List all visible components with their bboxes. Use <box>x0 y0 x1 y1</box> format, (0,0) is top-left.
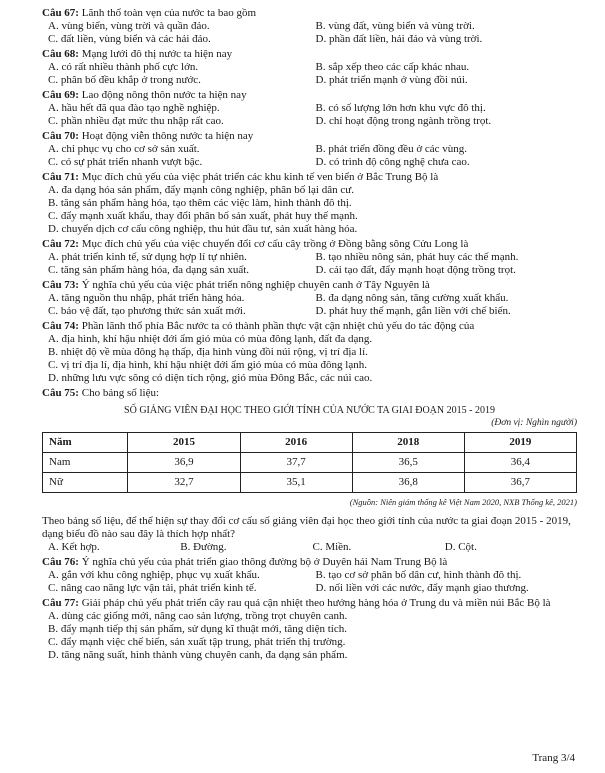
header-cell: 2015 <box>128 433 240 453</box>
table-header-row <box>43 433 577 453</box>
answer-option: D. Cột. <box>444 541 477 553</box>
answer-row <box>42 115 577 128</box>
question-group-b <box>42 556 577 662</box>
answer-option: B. đa dạng nông sản, tăng cường xuất khẩu. <box>315 292 509 304</box>
answer-option: A. chỉ phục vụ cho cơ sở sản xuất. <box>48 143 200 155</box>
question-75 <box>42 387 577 554</box>
question-number: Câu 73: <box>42 279 79 291</box>
answer-option: A. gắn với khu công nghiệp, phục vụ xuất khẩu. <box>48 569 260 581</box>
question-71 <box>42 171 577 236</box>
question-68 <box>42 48 577 87</box>
question-number: Câu 70: <box>42 130 79 142</box>
answer-option: C. Miền. <box>312 541 352 553</box>
header-cell: 2019 <box>464 433 576 453</box>
question-73 <box>42 279 577 318</box>
answer-row <box>42 569 577 582</box>
answer-option: A. đa dạng hóa sản phẩm, đẩy mạnh công nghiệp, phân bố lại dân cư. <box>48 184 354 196</box>
question-number: Câu 68: <box>42 48 79 60</box>
answer-row <box>42 143 577 156</box>
answer-option: B. tạo cơ sở phân bố dân cư, hình thành đô thị. <box>315 569 522 581</box>
question-text: Mục đích chủ yếu của việc phát triển các khu kinh tế ven biển ở Bắc Trung Bộ là <box>81 171 439 183</box>
answer-option: B. đẩy mạnh tiếp thị sản phẩm, sử dụng kĩ thuật mới, tăng diện tích. <box>48 623 347 635</box>
answer-option: D. những lưu vực sông có diện tích rộng, gió mùa Đông Bắc, các núi cao. <box>48 372 373 384</box>
answer-option: C. phân bố đều khắp ở trong nước. <box>48 74 201 86</box>
table-cell: 36,8 <box>352 473 464 493</box>
question-number: Câu 75: <box>42 387 79 399</box>
question-70 <box>42 130 577 169</box>
answer-option: A. địa hình, khí hậu nhiệt đới ẩm gió mùa có mùa đông lạnh, đất đa dạng. <box>48 333 373 345</box>
answer-option: C. nâng cao năng lực vận tải, phát triển kinh tế. <box>48 582 257 594</box>
question-number: Câu 72: <box>42 238 79 250</box>
question-77 <box>42 597 577 662</box>
answer-option: D. phần đất liền, hải đảo và vùng trời. <box>315 33 483 45</box>
question-text: Ý nghĩa chủ yếu của việc phát triển nông nghiệp chuyên canh ở Tây Nguyên là <box>81 279 430 291</box>
answer-option: B. sắp xếp theo các cấp khác nhau. <box>315 61 470 73</box>
answer-option: B. phát triển đồng đều ở các vùng. <box>315 143 468 155</box>
question-stem <box>42 130 577 143</box>
question-number: Câu 71: <box>42 171 79 183</box>
question-text: Phần lãnh thổ phía Bắc nước ta có thành phần thực vật cận nhiệt chủ yếu do tác động của <box>81 320 475 332</box>
question-76 <box>42 556 577 595</box>
table-cell: 36,5 <box>352 453 464 473</box>
answer-option: A. hầu hết đã qua đào tạo nghề nghiệp. <box>48 102 220 114</box>
answer-option: B. tăng sản phẩm hàng hóa, tạo thêm các việc làm, hình thành đô thị. <box>48 197 352 209</box>
answer-option: C. đẩy mạnh việc chế biến, sản xuất tập trung, phát triển thị trường. <box>48 636 346 648</box>
question-stem <box>42 556 577 569</box>
question-stem <box>42 597 577 610</box>
table-row <box>43 473 577 493</box>
question-text: Hoạt động viễn thông nước ta hiện nay <box>81 130 254 142</box>
answer-row <box>42 305 577 318</box>
table-cell: 36,7 <box>464 473 576 493</box>
table-cell: 35,1 <box>240 473 352 493</box>
answer-option: B. Đường. <box>180 541 227 553</box>
header-cell: 2018 <box>352 433 464 453</box>
question-number: Câu 77: <box>42 597 79 609</box>
answer-option: C. bảo vệ đất, tạo phương thức sản xuất mới. <box>48 305 246 317</box>
answer-option: A. Kết hợp. <box>48 541 100 553</box>
answer-option: A. vùng biển, vùng trời và quần đảo. <box>48 20 210 32</box>
answer-row <box>42 156 577 169</box>
question-text: Lãnh thổ toàn vẹn của nước ta bao gồm <box>81 7 257 19</box>
question-text: Mạng lưới đô thị nước ta hiện nay <box>81 48 233 60</box>
question-text: Theo bảng số liệu, để thể hiện sự thay đổi cơ cấu số giảng viên đại học theo giới tính của nước ta giai đoạn 2015 - 2019, dạng biểu đồ nào sau đây là thích hợp nhất? <box>42 515 571 540</box>
answer-row <box>42 33 577 46</box>
answer-option: B. vùng đất, vùng biển và vùng trời. <box>315 20 475 32</box>
answer-row <box>42 292 577 305</box>
header-cell: 2016 <box>240 433 352 453</box>
question-group-a <box>42 7 577 385</box>
answer-option: C. đất liền, vùng biển và các hải đảo. <box>48 33 211 45</box>
question-text: Lao động nông thôn nước ta hiện nay <box>81 89 247 101</box>
question-stem <box>42 279 577 292</box>
answer-row <box>42 582 577 595</box>
table-cell: 37,7 <box>240 453 352 473</box>
question-number: Câu 74: <box>42 320 79 332</box>
answer-option: B. tạo nhiều nông sản, phát huy các thế mạnh. <box>315 251 519 263</box>
table-source: (Nguồn: Niên giám thống kê Việt Nam 2020, NXB Thống kê, 2021) <box>349 497 577 507</box>
question-number: Câu 69: <box>42 89 79 101</box>
answer-option: D. cải tạo đất, đẩy mạnh hoạt động trồng trọt. <box>315 264 516 276</box>
answer-option: A. tăng nguồn thu nhập, phát triển hàng hóa. <box>48 292 245 304</box>
question-stem <box>42 320 577 333</box>
question-74 <box>42 320 577 385</box>
answer-option: D. phát triển mạnh ở vùng đồi núi. <box>315 74 468 86</box>
answer-row <box>42 20 577 33</box>
answer-option: A. dùng các giống mới, nâng cao sản lượng, trồng trọt chuyên canh. <box>48 610 348 622</box>
table-cell: 32,7 <box>128 473 240 493</box>
question-72 <box>42 238 577 277</box>
header-cell: Năm <box>43 433 128 453</box>
answer-option: D. có trình độ công nghệ chưa cao. <box>315 156 470 168</box>
page-number: Trang 3/4 <box>532 752 575 764</box>
answer-options <box>42 541 577 554</box>
question-number: Câu 67: <box>42 7 79 19</box>
question-stem <box>42 171 577 184</box>
question-text: Mục đích chủ yếu của việc chuyển đổi cơ cấu cây trồng ở Đồng bằng sông Cửu Long là <box>81 238 469 250</box>
question-69 <box>42 89 577 128</box>
answer-row <box>42 102 577 115</box>
row-label: Nữ <box>43 473 128 493</box>
question-text: Ý nghĩa chủ yếu của phát triển giao thông đường bộ ở Duyên hải Nam Trung Bộ là <box>81 556 448 568</box>
question-text: Cho bảng số liệu: <box>81 387 160 399</box>
answer-option: A. phát triển kinh tế, sử dụng hợp lí tự nhiên. <box>48 251 247 263</box>
table-cell: 36,4 <box>464 453 576 473</box>
question-number: Câu 76: <box>42 556 79 568</box>
question-text: Giải pháp chủ yếu phát triển cây rau quả cận nhiệt theo hướng hàng hóa ở Trung du và miền núi Bắc Bộ là <box>81 597 551 609</box>
answer-option: D. nối liền với các nước, đẩy mạnh giao thương. <box>315 582 529 594</box>
table-title: SỐ GIẢNG VIÊN ĐẠI HỌC THEO GIỚI TÍNH CỦA NƯỚC TA GIAI ĐOẠN 2015 - 2019 <box>124 405 495 416</box>
question-stem <box>42 7 577 20</box>
question-stem <box>42 387 577 400</box>
question-stem <box>42 89 577 102</box>
answer-option: C. tăng sản phẩm hàng hóa, đa dạng sản xuất. <box>48 264 250 276</box>
answer-option: C. vị trí địa lí, địa hình, khí hậu nhiệt đới ẩm gió mùa có mùa đông lạnh. <box>48 359 367 371</box>
answer-option: D. phát huy thế mạnh, gắn liền với chế biến. <box>315 305 511 317</box>
answer-row <box>42 61 577 74</box>
answer-option: C. có sự phát triển nhanh vượt bậc. <box>48 156 203 168</box>
question-67 <box>42 7 577 46</box>
answer-option: B. nhiệt độ về mùa đông hạ thấp, địa hình vùng đồi núi rộng, vị trí địa lí. <box>48 346 368 358</box>
data-table <box>42 432 577 493</box>
table-row <box>43 453 577 473</box>
table-cell: 36,9 <box>128 453 240 473</box>
answer-row <box>42 74 577 87</box>
answer-option: D. chỉ hoạt động trong ngành trồng trọt. <box>315 115 492 127</box>
row-label: Nam <box>43 453 128 473</box>
answer-option: C. đẩy mạnh xuất khẩu, thay đổi phân bố sản xuất, phát huy thế mạnh. <box>48 210 358 222</box>
answer-option: D. tăng năng suất, hình thành vùng chuyên canh, đa dạng sản phẩm. <box>48 649 348 661</box>
answer-option: A. có rất nhiều thành phố cực lớn. <box>48 61 199 73</box>
table-unit: (Đơn vị: Nghìn người) <box>491 418 577 428</box>
answer-row <box>42 264 577 277</box>
question-stem <box>42 48 577 61</box>
answer-row <box>42 251 577 264</box>
answer-option: B. có số lượng lớn hơn khu vực đô thị. <box>315 102 486 114</box>
answer-option: C. phần nhiều đạt mức thu nhập rất cao. <box>48 115 224 127</box>
answer-option: D. chuyển dịch cơ cấu công nghiệp, thu hút đầu tư, sản xuất hàng hóa. <box>48 223 358 235</box>
question-stem <box>42 238 577 251</box>
